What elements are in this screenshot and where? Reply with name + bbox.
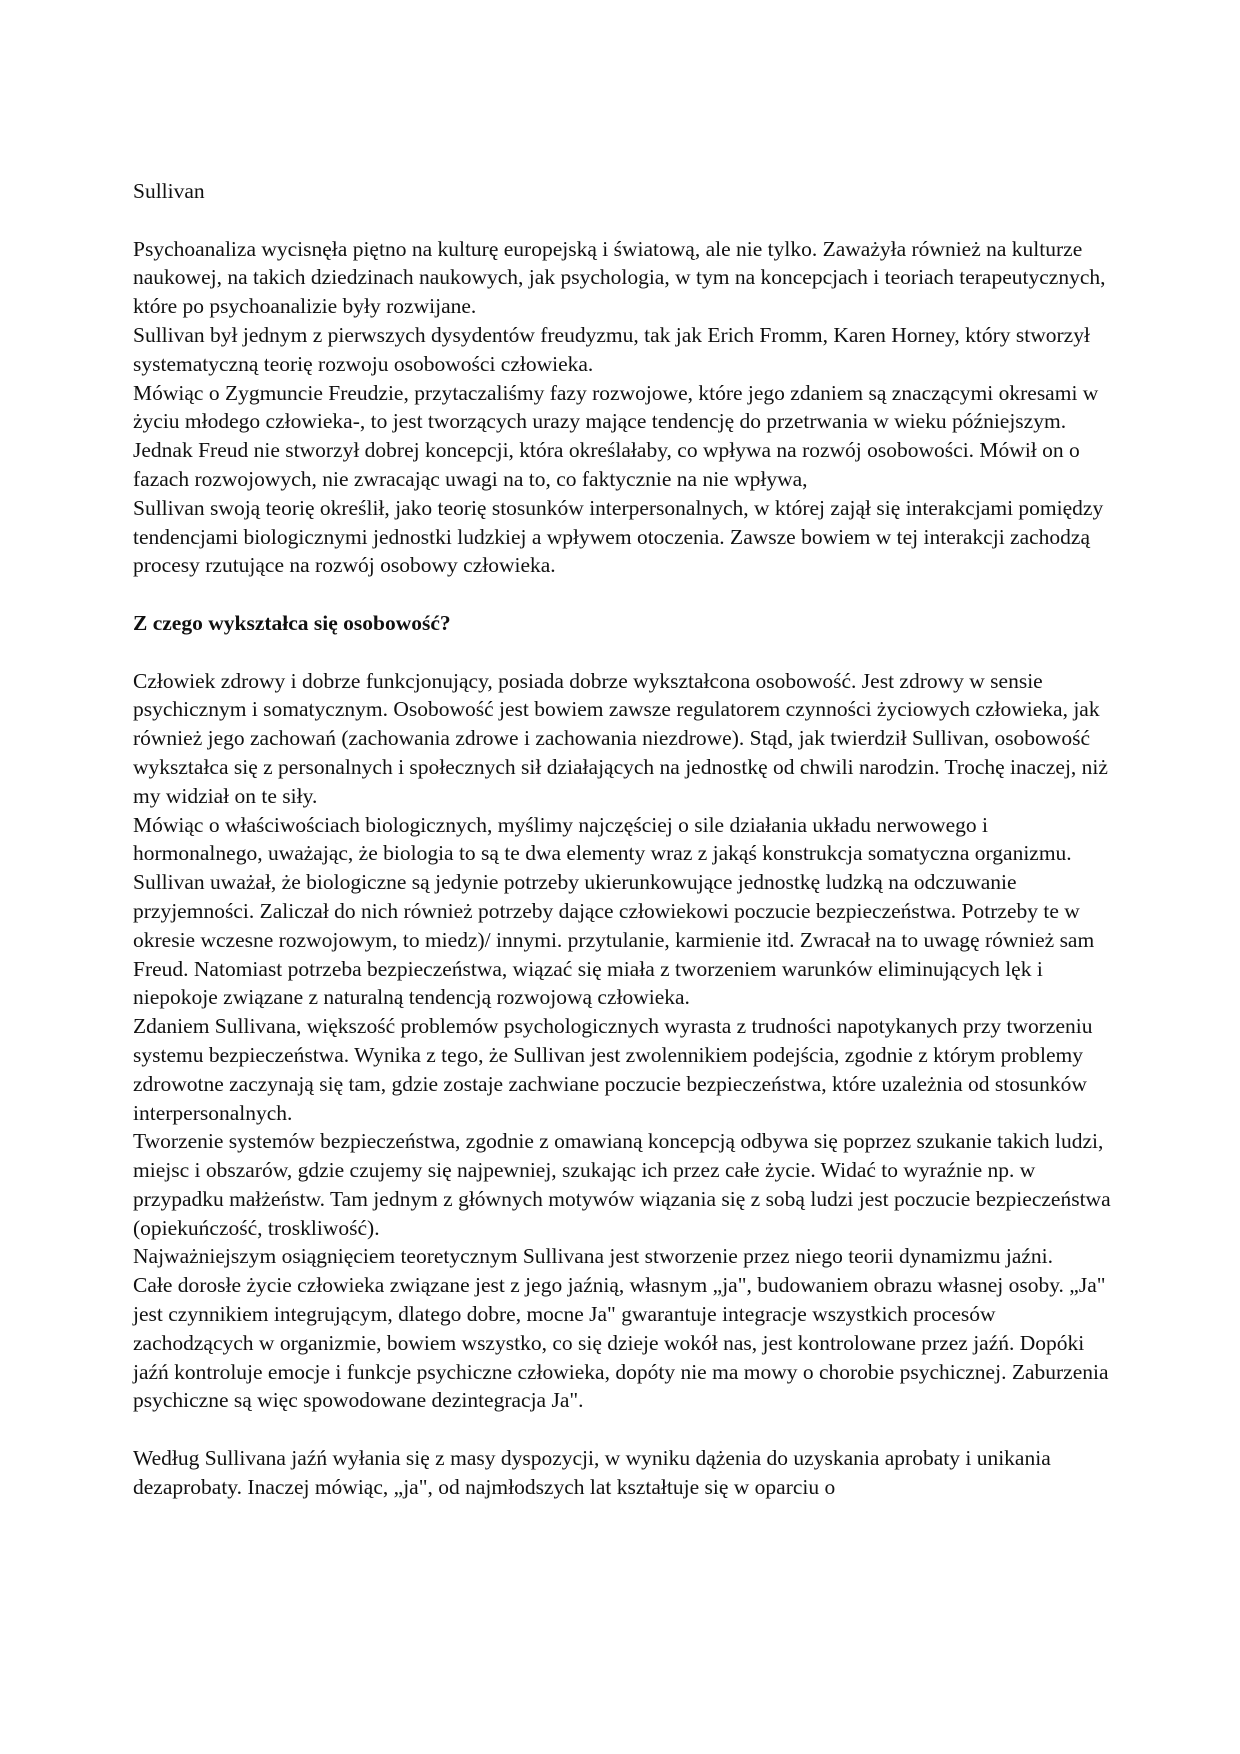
section-paragraph-6: Całe dorosłe życie człowieka związane jest z jego jaźnią, własnym „ja", budowaniem obrazu własnej osoby. „Ja" jest czynnikiem integrującym, dlatego dobre, mocne Ja" gwarantuje integracje wszystkich procesów zachodzących w organizmie, bowiem wszystko, co się dzieje wokół nas, jest kontrolowane przez jaźń. Dopóki jaźń kontroluje emocje i funkcje psychiczne człowieka, dopóty nie ma mowy o chorobie psychicznej. Zaburzenia psychiczne są więc spowodowane dezintegracja Ja". — [133, 1273, 1109, 1413]
document-body — [133, 177, 1113, 1502]
section-paragraph-2: Mówiąc o właściwościach biologicznych, myślimy najczęściej o sile działania układu nerwowego i hormonalnego, uważając, że biologia to są te dwa elementy wraz z jakąś konstrukcja somatyczna organizmu. Sullivan uważał, że biologiczne są jedynie potrzeby ukierunkowujące jednostkę ludzką na odczuwanie przyjemności. Zaliczał do nich również potrzeby dające człowiekowi poczucie bezpieczeństwa. Potrzeby te w okresie wczesne rozwojowym, to miedz)/ innymi. przytulanie, karmienie itd. Zwracał na to uwagę również sam Freud. Natomiast potrzeba bezpieczeństwa, wiązać się miała z tworzeniem warunków eliminujących lęk i niepokoje związane z naturalną tendencją rozwojową człowieka. — [133, 812, 1095, 1010]
section-paragraph-1: Człowiek zdrowy i dobrze funkcjonujący, posiada dobrze wykształcona osobowość. Jest zdrowy w sensie psychicznym i somatycznym. Osobowość jest bowiem zawsze regulatorem czynności życiowych człowieka, jak również jego zachowań (zachowania zdrowe i zachowania niezdrowe). Stąd, jak twierdził Sullivan, osobowość wykształca się z personalnych i społecznych sił działających na jednostkę od chwili narodzin. Trochę inaczej, niż my widział on te siły. — [133, 668, 1108, 808]
intro-paragraph-3: Mówiąc o Zygmuncie Freudzie, przytaczaliśmy fazy rozwojowe, które jego zdaniem są znaczącymi okresami w życiu młodego człowieka-, to jest tworzących urazy mające tendencję do przetrwania w wieku późniejszym. Jednak Freud nie stworzył dobrej koncepcji, która określałaby, co wpływa na rozwój osobowości. Mówił on o fazach rozwojowych, nie zwracając uwagi na to, co faktycznie na nie wpływa, — [133, 380, 1099, 491]
paragraph-gap — [133, 638, 1113, 667]
section-heading: Z czego wykształca się osobowość? — [133, 610, 451, 635]
final-paragraph: Według Sullivana jaźń wyłania się z masy dyspozycji, w wyniku dążenia do uzyskania aprobaty i unikania dezaprobaty. Inaczej mówiąc, „ja", od najmłodszych lat kształtuje się w oparciu o — [133, 1446, 1051, 1499]
intro-paragraph-4: Sullivan swoją teorię określił, jako teorię stosunków interpersonalnych, w której zajął się interakcjami pomiędzy tendencjami biologicznymi jednostki ludzkiej a wpływem otoczenia. Zawsze bowiem w tej interakcji zachodzą procesy rzutujące na rozwój osobowy człowieka. — [133, 495, 1104, 578]
paragraph-gap — [133, 1415, 1113, 1444]
section-paragraph-5: Najważniejszym osiągnięciem teoretycznym Sullivana jest stworzenie przez niego teorii dynamizmu jaźni. — [133, 1244, 1053, 1269]
paragraph-gap — [133, 580, 1113, 609]
section-paragraph-4: Tworzenie systemów bezpieczeństwa, zgodnie z omawianą koncepcją odbywa się poprzez szukanie takich ludzi, miejsc i obszarów, gdzie czujemy się najpewniej, szukając ich przez całe życie. Widać to wyraźnie np. w przypadku małżeństw. Tam jednym z głównych motywów wiązania się z sobą ludzi jest poczucie bezpieczeństwa (opiekuńczość, troskliwość). — [133, 1129, 1111, 1240]
section-paragraph-3: Zdaniem Sullivana, większość problemów psychologicznych wyrasta z trudności napotykanych przy tworzeniu systemu bezpieczeństwa. Wynika z tego, że Sullivan jest zwolennikiem podejścia, zgodnie z którym problemy zdrowotne zaczynają się tam, gdzie zostaje zachwiane poczucie bezpieczeństwa, które uzależnia od stosunków interpersonalnych. — [133, 1014, 1093, 1125]
intro-paragraph-1: Psychoanaliza wycisnęła piętno na kulturę europejską i światową, ale nie tylko. Zaważyła również na kulturze naukowej, na takich dziedzinach naukowych, jak psychologia, w tym na koncepcjach i teoriach terapeutycznych, które po psychoanalizie były rozwijane. — [133, 236, 1106, 319]
document-title: Sullivan — [133, 179, 205, 203]
intro-paragraph-2: Sullivan był jednym z pierwszych dysydentów freudyzmu, tak jak Erich Fromm, Karen Horney, który stworzył systematyczną teorię rozwoju osobowości człowieka. — [133, 322, 1090, 376]
